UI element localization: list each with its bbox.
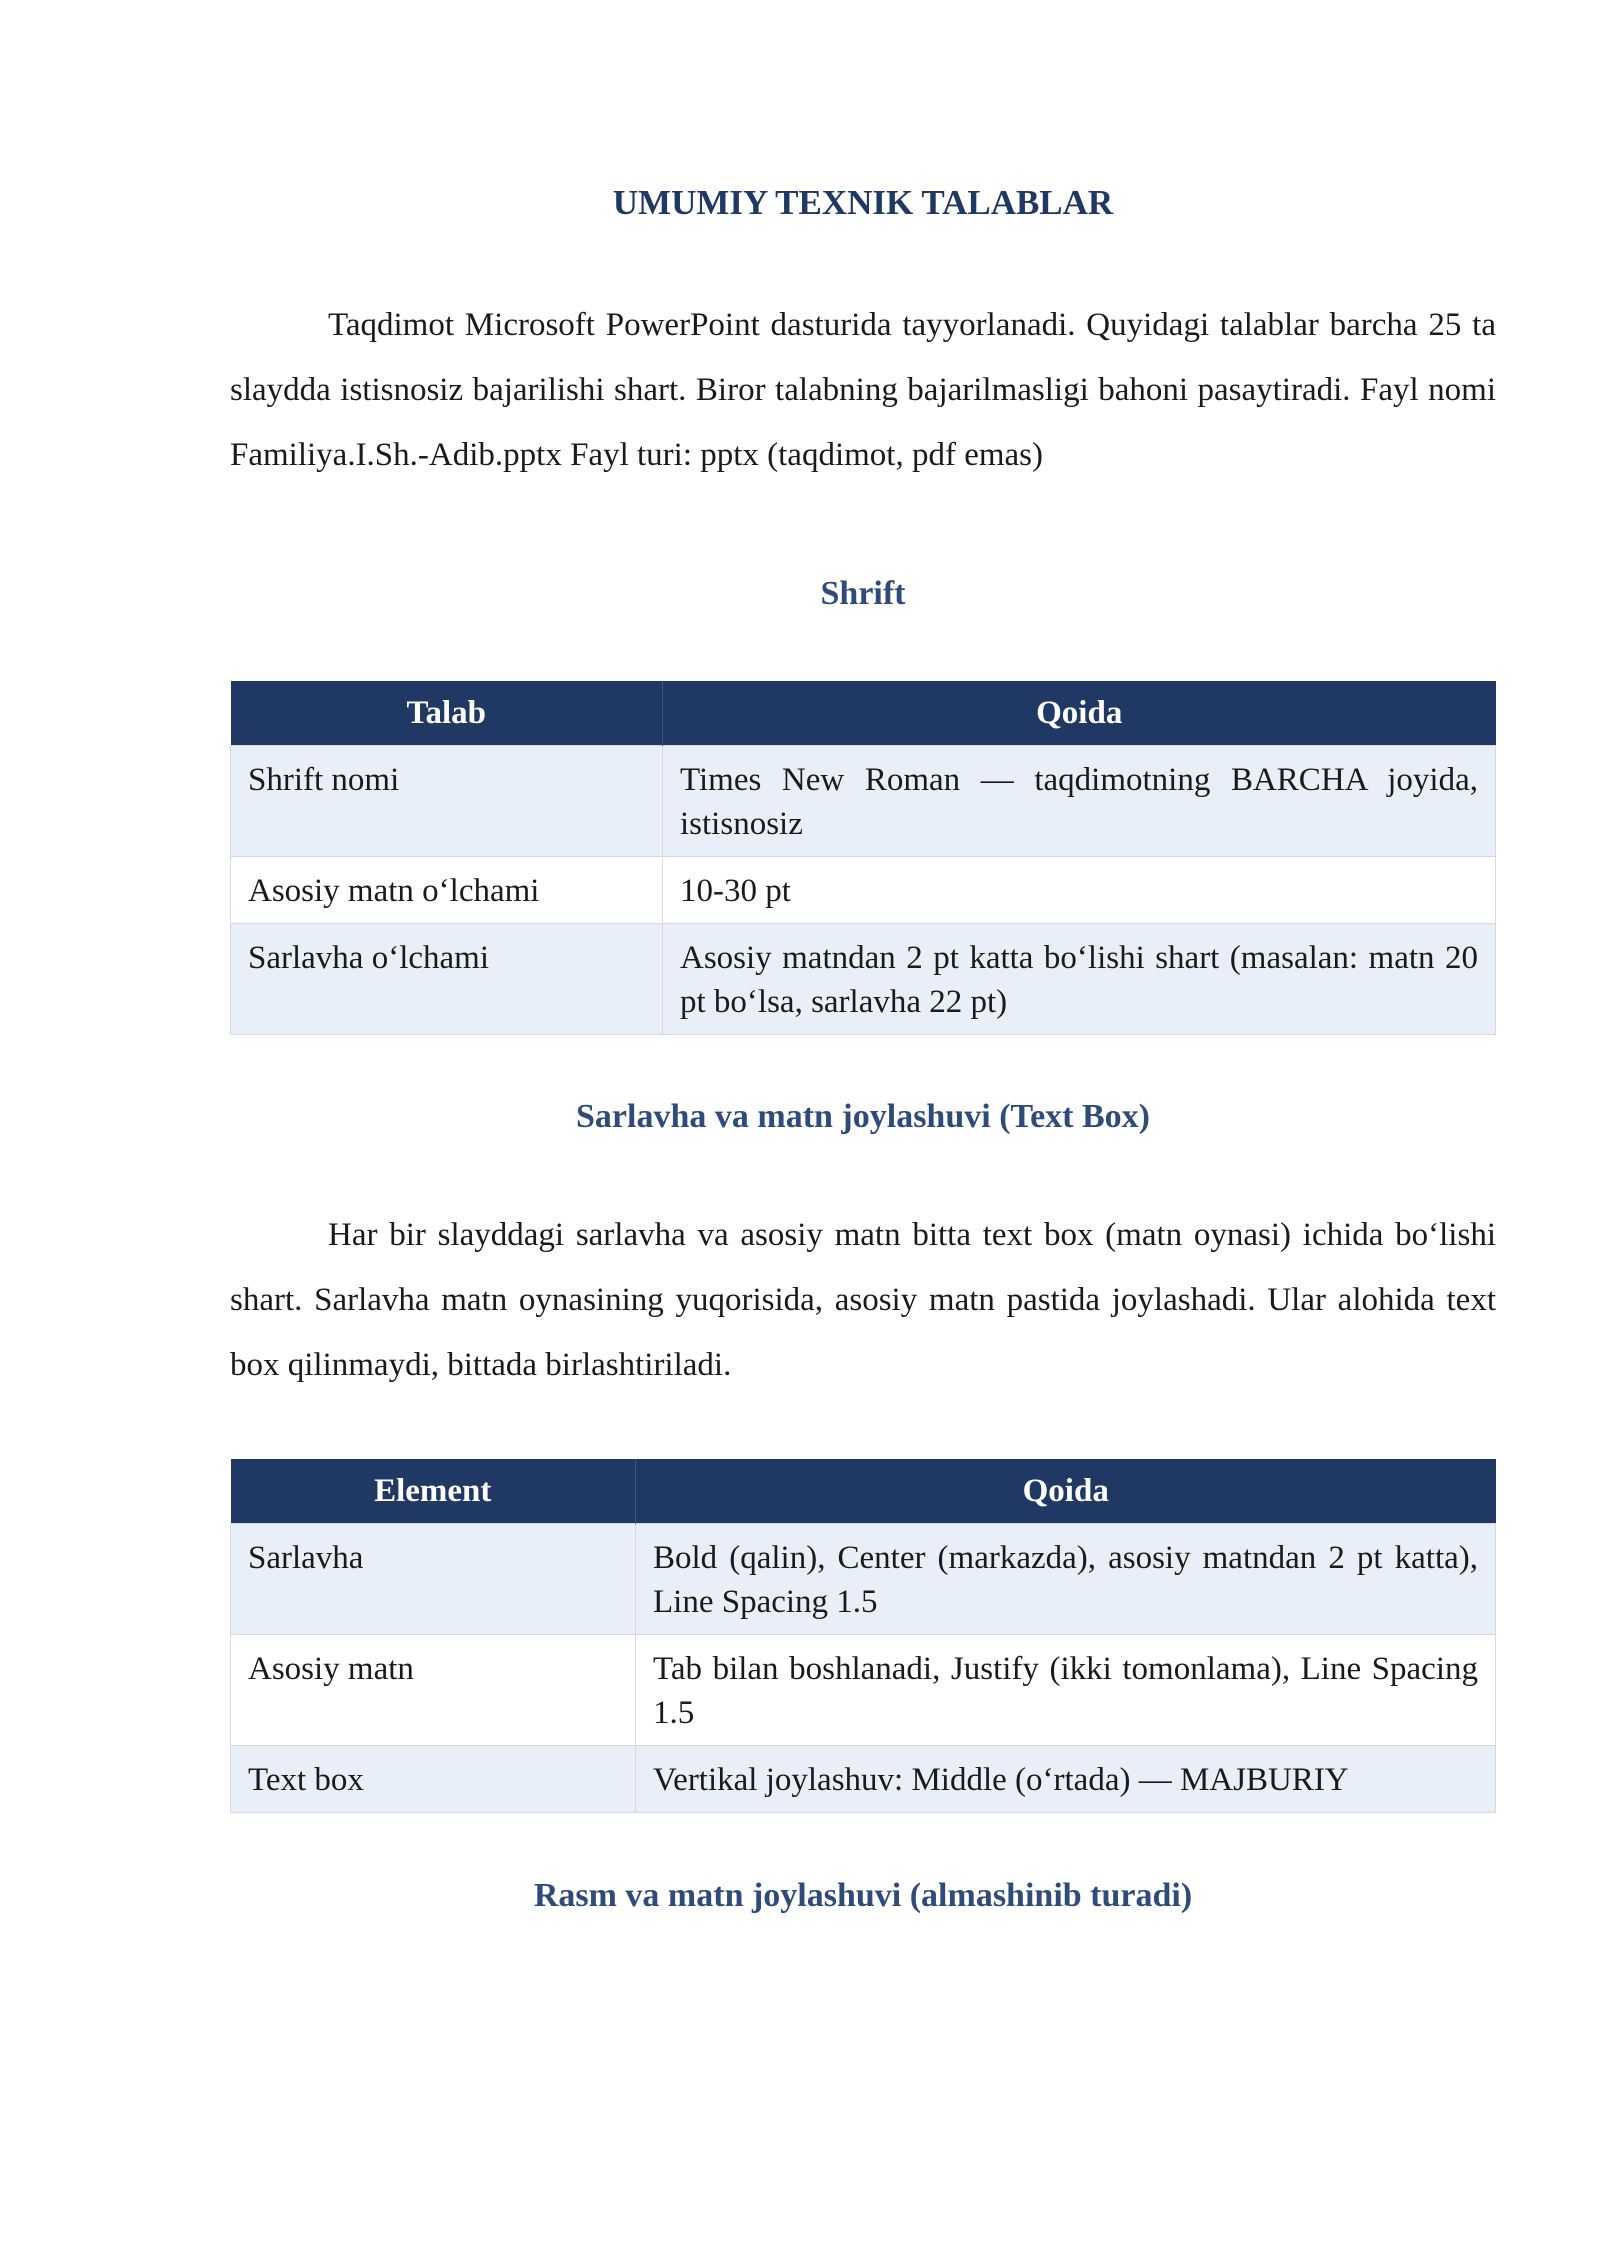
section-heading-font: Shrift: [820, 575, 906, 612]
table-row: [231, 1635, 1496, 1746]
requirement-cell: Shrift nomi: [231, 746, 663, 857]
textbox-requirements-table: [230, 1459, 1496, 1813]
table-header-row: [231, 681, 1496, 746]
requirement-cell: Asosiy matn o‘lchami: [231, 857, 663, 924]
table-row: [231, 1524, 1496, 1635]
rule-cell: Vertikal joylashuv: Middle (o‘rtada) — MAJBURIY: [636, 1746, 1496, 1813]
table-row: [231, 1746, 1496, 1813]
element-cell: Asosiy matn: [231, 1635, 636, 1746]
column-header-element: Element: [231, 1459, 636, 1524]
font-requirements-table: [230, 681, 1496, 1035]
table-row: [231, 857, 1496, 924]
rule-cell: Bold (qalin), Center (markazda), asosiy matndan 2 pt katta), Line Spacing 1.5: [636, 1524, 1496, 1635]
document-title: UMUMIY TEXNIK TALABLAR: [612, 183, 1114, 222]
rule-cell: Tab bilan boshlanadi, Justify (ikki tomonlama), Line Spacing 1.5: [636, 1635, 1496, 1746]
element-cell: Text box: [231, 1746, 636, 1813]
rule-cell: Times New Roman — taqdimotning BARCHA joyida, istisnosiz: [663, 746, 1496, 857]
column-header-requirement: Talab: [231, 681, 663, 746]
column-header-rule: Qoida: [636, 1459, 1496, 1524]
element-cell: Sarlavha: [231, 1524, 636, 1635]
section-heading-image-layout: Rasm va matn joylashuvi (almashinib turadi): [533, 1877, 1193, 1914]
section-heading-textbox: Sarlavha va matn joylashuvi (Text Box): [576, 1098, 1150, 1135]
column-header-rule: Qoida: [663, 681, 1496, 746]
table-header-row: [231, 1459, 1496, 1524]
table-row: [231, 746, 1496, 857]
rule-cell: Asosiy matndan 2 pt katta bo‘lishi shart (masalan: matn 20 pt bo‘lsa, sarlavha 22 pt): [663, 924, 1496, 1035]
textbox-paragraph: Har bir slayddagi sarlavha va asosiy matn bitta text box (matn oynasi) ichida bo‘lishi shart. Sarlavha matn oynasining yuqorisida, asosiy matn pastida joylashadi. Ular alohida text box qilinmaydi, bittada birlashtiriladi.: [230, 1217, 1496, 1383]
requirement-cell: Sarlavha o‘lchami: [231, 924, 663, 1035]
rule-cell: 10-30 pt: [663, 857, 1496, 924]
table-row: [231, 924, 1496, 1035]
intro-paragraph: Taqdimot Microsoft PowerPoint dasturida tayyorlanadi. Quyidagi talablar barcha 25 ta slaydda istisnosiz bajarilishi shart. Biror talabning bajarilmasligi bahoni pasaytiradi. Fayl nomi Familiya.I.Sh.-Adib.pptx Fayl turi: pptx (taqdimot, pdf emas): [230, 307, 1496, 473]
